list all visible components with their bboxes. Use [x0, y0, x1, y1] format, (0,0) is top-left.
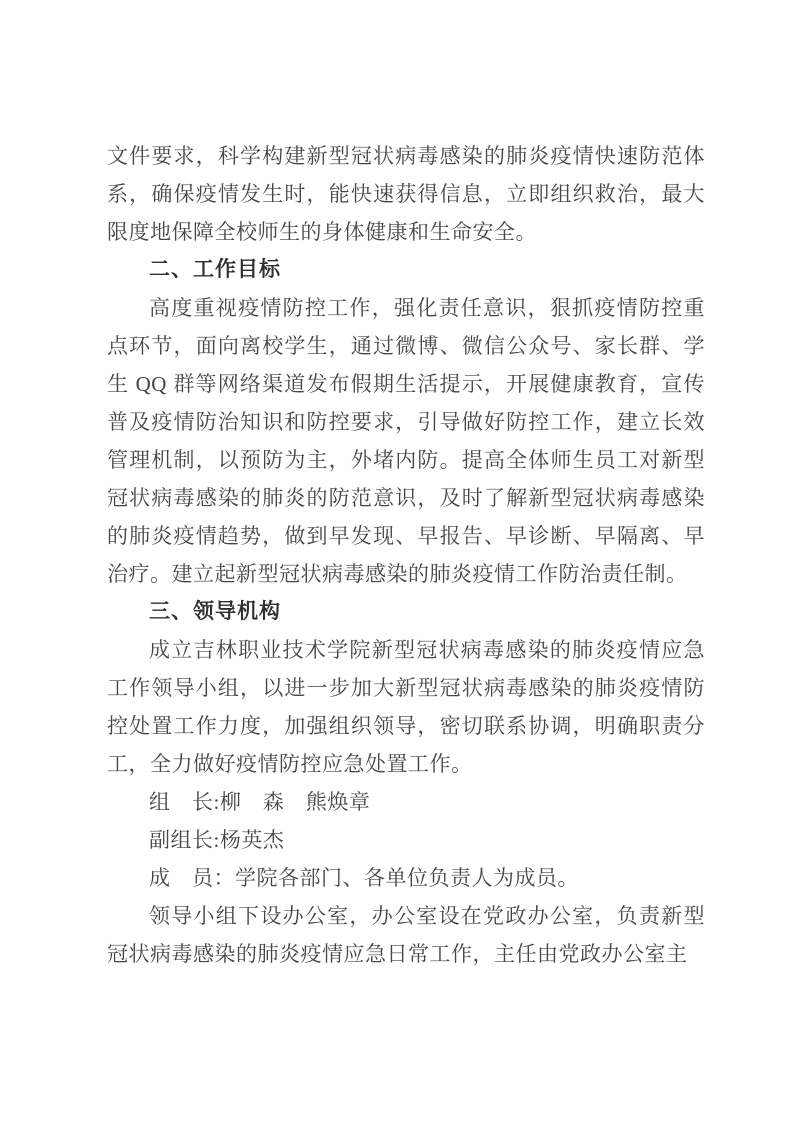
paragraph-text: 文件要求，科学构建新型冠状病毒感染的肺炎疫情快速防范体系，确保疫情发生时，能快速获得信息，立即组织救治，最大限度地保障全校师生的身体健康和生命安全。 [107, 144, 705, 244]
paragraph-text: 组 长:柳 森 熊焕章 [149, 790, 371, 814]
section-heading: 三、领导机构 [149, 600, 281, 623]
section-heading: 二、工作目标 [149, 258, 281, 281]
paragraph-text: 领导小组下设办公室，办公室设在党政办公室，负责新型冠状病毒感染的肺炎疫情应急日常工作，主任由党政办公室主 [107, 904, 705, 966]
document-body [107, 137, 705, 973]
paragraph-text: 高度重视疫情防控工作，强化责任意识，狠抓疫情防控重点环节，面向离校学生，通过微博、微信公众号、家长群、学生 QQ 群等网络渠道发布假期生活提示，开展健康教育，宣传普及疫情防治知识和防控要求，引导做好防控工作，建立长效管理机制，以预防为主，外堵内防。提高全体师生员工对新型冠状病毒感染的肺炎的防范意识，及时了解新型冠状病毒感染的肺炎疫情趋势，做到早发现、早报告、早诊断、早隔离、早治疗。建立起新型冠状病毒感染的肺炎疫情工作防治责任制。 [107, 296, 705, 586]
paragraph-text: 副组长:杨英杰 [149, 828, 285, 852]
paragraph-text: 成立吉林职业技术学院新型冠状病毒感染的肺炎疫情应急工作领导小组，以进一步加大新型冠状病毒感染的肺炎疫情防控处置工作力度，加强组织领导，密切联系协调，明确职责分工，全力做好疫情防控应急处置工作。 [107, 638, 705, 776]
paragraph-text: 成 员：学院各部门、各单位负责人为成员。 [149, 866, 579, 890]
